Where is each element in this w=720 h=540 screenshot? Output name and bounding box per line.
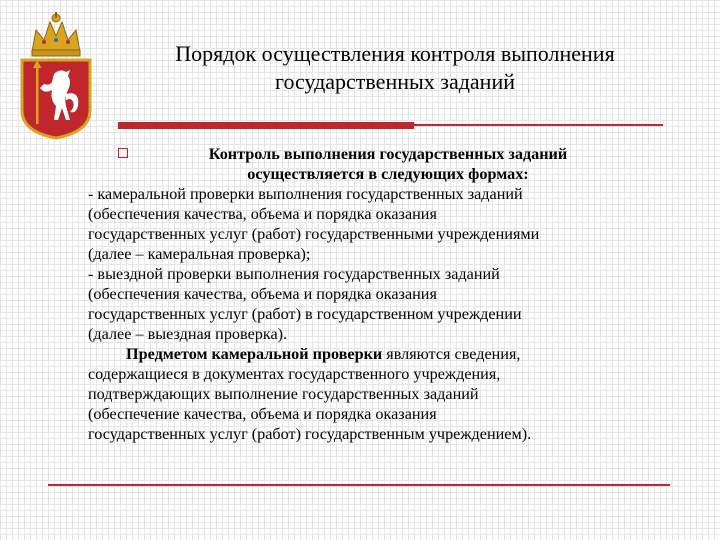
vyezd-line: государственных услуг (работ) в государственном учреждении — [88, 305, 522, 323]
subject-line: содержащиеся в документах государственного учреждения, — [88, 365, 501, 383]
kameral-paragraph — [88, 184, 688, 264]
subject-paragraph — [88, 344, 688, 444]
slide-body — [88, 144, 688, 444]
slide-title — [110, 40, 680, 96]
crown-icon — [32, 12, 80, 56]
heading-line-1: Контроль выполнения государственных заданий — [208, 145, 568, 163]
subject-line: подтверждающих выполнение государственных заданий — [88, 385, 479, 403]
vyezd-line: (обеспечения качества, объема и порядка оказания — [88, 285, 437, 303]
title-line-1: Порядок осуществления контроля выполнения — [175, 41, 615, 66]
kameral-line: (обеспечения качества, объема и порядка оказания — [88, 205, 437, 223]
subject-rest-text: являются сведения, — [382, 345, 521, 363]
subject-line: государственных услуг (работ) государственным учреждением). — [88, 425, 532, 443]
subject-bold-text: Предметом камеральной проверки — [126, 345, 383, 363]
coat-of-arms-icon — [14, 10, 98, 140]
vyezd-line: (далее – выездная проверка). — [88, 325, 288, 343]
vyezd-paragraph — [88, 264, 688, 344]
body-heading — [88, 144, 688, 184]
vyezd-line: - выездной проверки выполнения государственных заданий — [88, 265, 500, 283]
title-divider — [118, 124, 663, 126]
kameral-line: - камеральной проверки выполнения государственных заданий — [88, 185, 523, 203]
kameral-line: (далее – камеральная проверка); — [88, 245, 311, 263]
title-line-2: государственных заданий — [274, 69, 516, 94]
kameral-line: государственных услуг (работ) государственными учреждениями — [88, 225, 540, 243]
footer-divider — [48, 484, 670, 486]
subject-line: (обеспечение качества, объема и порядка оказания — [88, 405, 437, 423]
heading-line-2: осуществляется в следующих формах: — [247, 165, 529, 183]
subject-first-line — [88, 344, 688, 364]
